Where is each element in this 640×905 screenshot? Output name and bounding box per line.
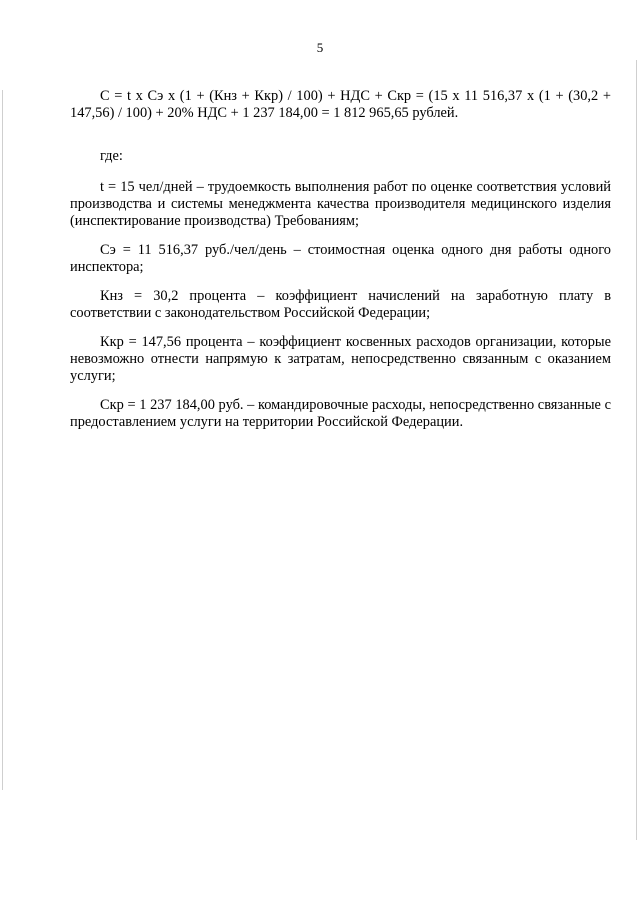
definition-t: t = 15 чел/дней – трудоемкость выполнения работ по оценке соответствия условий производства и системы менеджмента качества производителя медицинского изделия (инспектирование производства) Требованиям; <box>70 179 611 229</box>
where-label: где: <box>100 148 123 164</box>
page-number: 5 <box>316 40 324 55</box>
document-body <box>70 88 611 443</box>
scan-edge-right <box>636 60 637 840</box>
definition-skr: Скр = 1 237 184,00 руб. – командировочные расходы, непосредственно связанные с предоставлением услуги на территории Российской Федерации. <box>70 397 611 430</box>
definition-kkr: Ккр = 147,56 процента – коэффициент косвенных расходов организации, которые невозможно отнести напрямую к затратам, непосредственно связанным с оказанием услуги; <box>70 334 611 384</box>
definition-knz: Кнз = 30,2 процента – коэффициент начислений на заработную плату в соответствии с законодательством Российской Федерации; <box>70 288 611 321</box>
definition-ce: Cэ = 11 516,37 руб./чел/день – стоимостная оценка одного дня работы одного инспектора; <box>70 242 611 275</box>
cost-formula: C = t x Cэ x (1 + (Кнз + Ккр) / 100) + НДС + Скр = (15 x 11 516,37 x (1 + (30,2 + 147,56) / 100) + 20% НДС + 1 237 184,00 = 1 812 965,65 рублей. <box>70 88 611 121</box>
scan-edge-left <box>2 90 3 790</box>
